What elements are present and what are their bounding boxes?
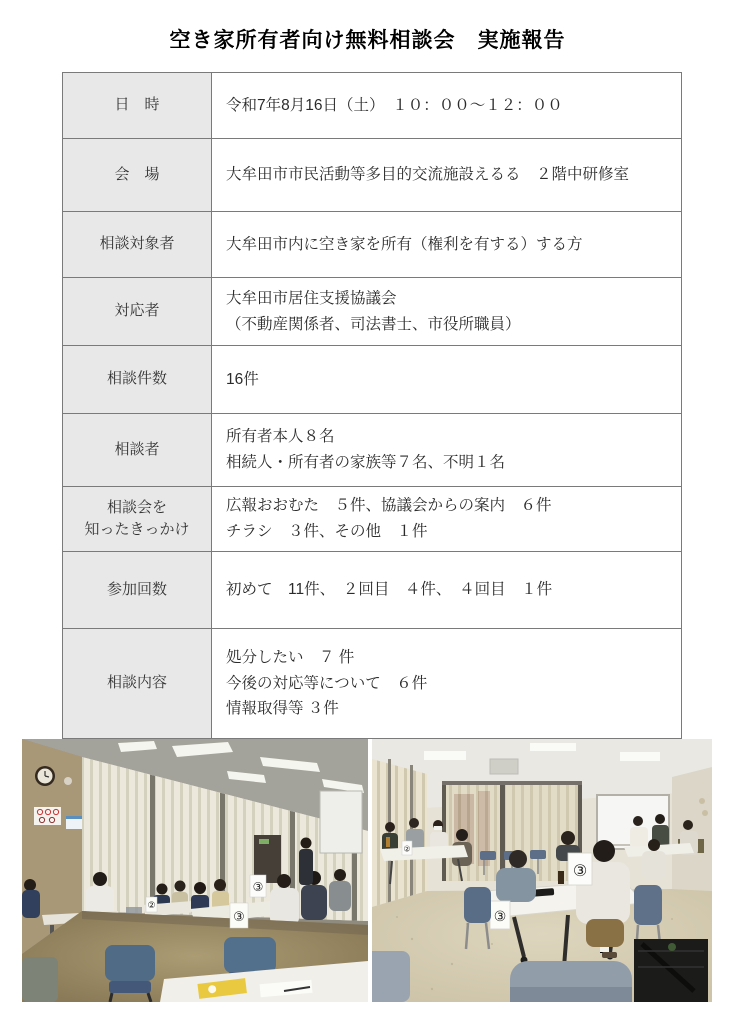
svg-text:②: ②: [403, 844, 411, 854]
whiteboard: [320, 791, 362, 853]
chair: [22, 957, 58, 1002]
row-value: 16件: [212, 346, 682, 414]
table-row: [63, 552, 682, 629]
row-label: 日 時: [63, 73, 212, 139]
row-value: 令和7年8月16日（土） １０：００～１２：００: [212, 73, 682, 139]
row-label: 会 場: [63, 139, 212, 212]
air-vent: [490, 759, 518, 774]
table-row: [63, 73, 682, 139]
row-label: 相談会を 知ったきっかけ: [63, 487, 212, 552]
row-value: 初めて 11件、 ２回目 ４件、 ４回目 １件: [212, 552, 682, 629]
row-value: 所有者本人８名 相続人・所有者の家族等７名、不明１名: [212, 414, 682, 487]
table-number-sign: [250, 875, 266, 897]
table-number-sign: [146, 897, 157, 912]
svg-text:③: ③: [233, 909, 245, 924]
svg-text:③: ③: [493, 908, 507, 924]
svg-text:②: ②: [147, 900, 156, 910]
row-label: 相談件数: [63, 346, 212, 414]
row-value: 大牟田市内に空き家を所有（権利を有する）する方: [212, 212, 682, 278]
row-label: 相談者: [63, 414, 212, 487]
row-value: 大牟田市居住支援協議会 （不動産関係者、司法書士、市役所職員）: [212, 278, 682, 346]
row-value: 処分したい ７ 件 今後の対応等について ６件 情報取得等 ３件: [212, 629, 682, 739]
report-table: [62, 72, 682, 739]
row-label: 相談対象者: [63, 212, 212, 278]
table-number-sign: [230, 903, 248, 928]
table-row: [63, 212, 682, 278]
row-value: 大牟田市市民活動等多目的交流施設えるる ２階中研修室: [212, 139, 682, 212]
table-row: [63, 139, 682, 212]
chair: [372, 951, 410, 1002]
svg-text:③: ③: [572, 863, 588, 880]
table-row: [63, 629, 682, 739]
table-row: [63, 278, 682, 346]
table-row: [63, 346, 682, 414]
wall-clock-icon: [35, 766, 55, 786]
table-number-sign: [490, 901, 510, 929]
attendees-back-right: [624, 814, 698, 857]
page-title: 空き家所有者向け無料相談会 実施報告: [169, 29, 566, 52]
table-row: [63, 414, 682, 487]
svg-text:③: ③: [252, 880, 264, 894]
wall-fixture: [64, 777, 72, 785]
chair-seat-shadow: [510, 987, 632, 1002]
table-row: [63, 487, 682, 552]
table-number-sign: [402, 841, 412, 855]
row-label: 対応者: [63, 278, 212, 346]
row-value: 広報おおむた ５件、協議会からの案内 ６件 チラシ ３件、その他 １件: [212, 487, 682, 552]
right-wall: [672, 767, 712, 891]
table-number-sign: [568, 853, 592, 885]
black-crate: [634, 939, 708, 1002]
photo-consultation-room-wide: [22, 739, 368, 1002]
row-label: 相談内容: [63, 629, 212, 739]
photo-consultation-table-close: [372, 739, 712, 1002]
row-label: 参加回数: [63, 552, 212, 629]
